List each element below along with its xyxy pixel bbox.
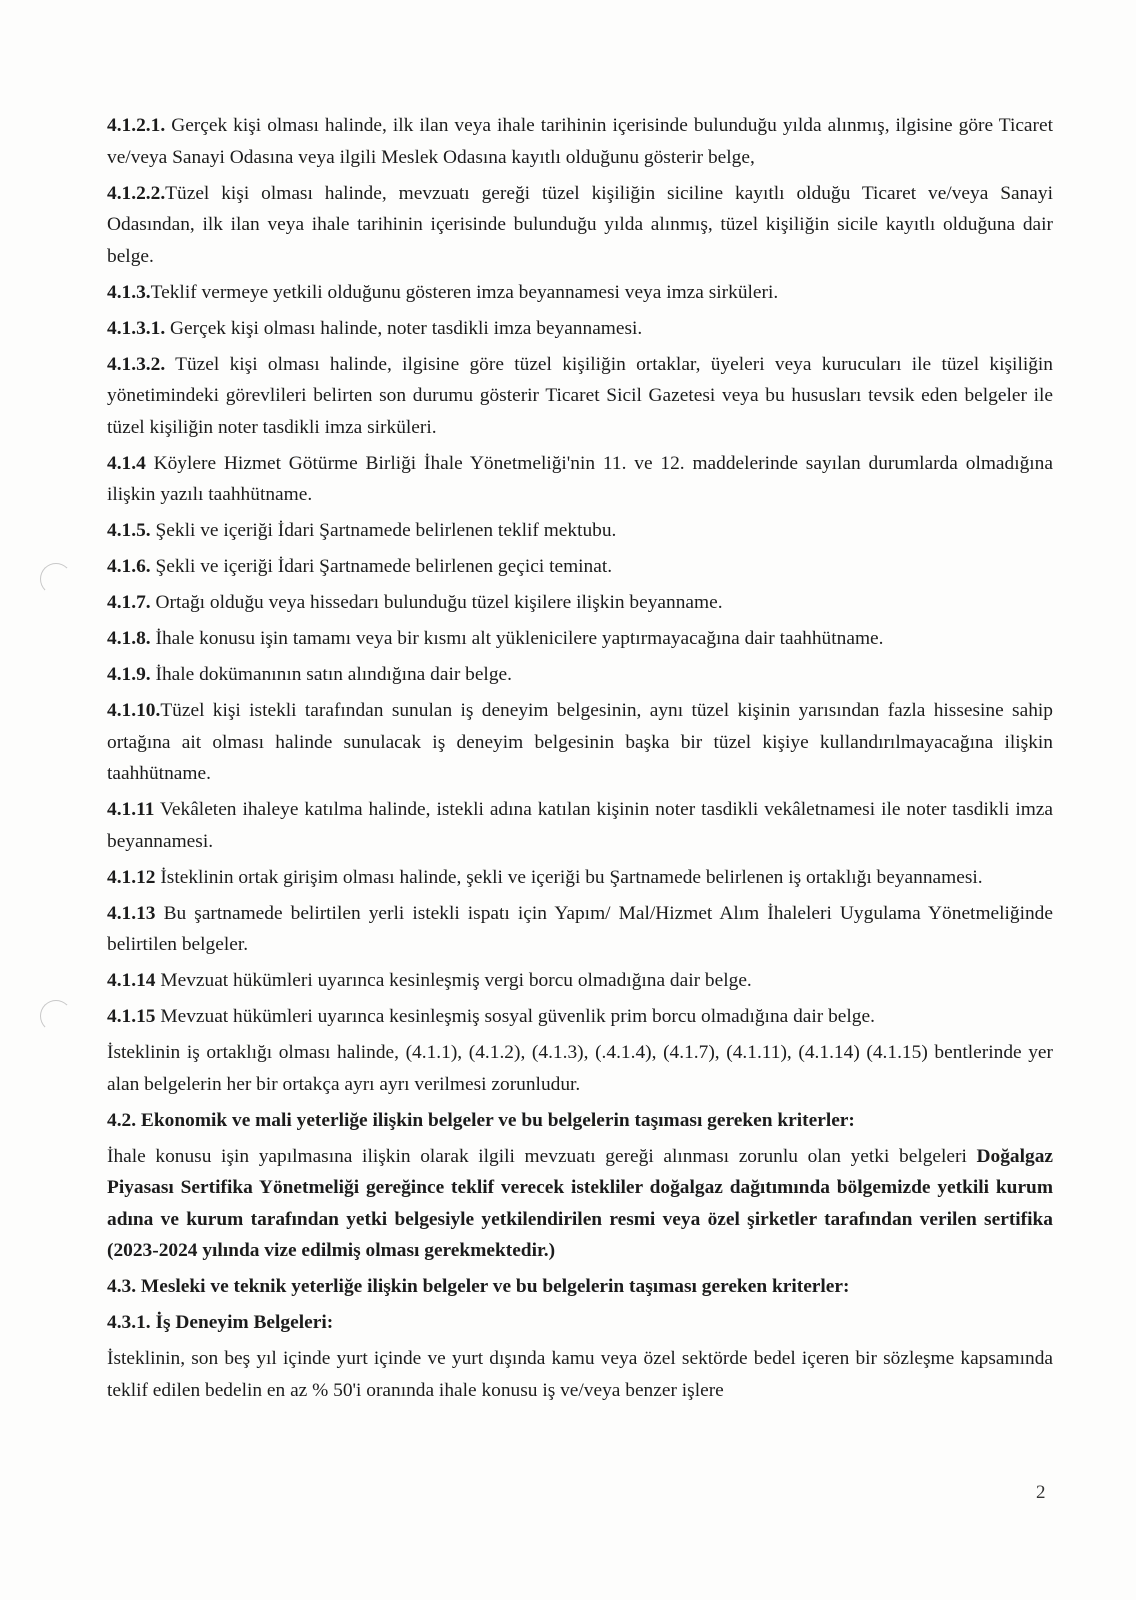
paragraph-4-1-15: 4.1.15 Mevzuat hükümleri uyarınca kesinleşmiş sosyal güvenlik prim borcu olmadığına dair belge. — [107, 1006, 875, 1027]
paragraph-4-1-6: 4.1.6. Şekli ve içeriği İdari Şartnamede belirlenen geçici teminat. — [107, 556, 613, 577]
paragraph-4-1-9: 4.1.9. İhale dokümanının satın alındığına dair belge. — [107, 664, 512, 685]
paragraph-4-1-14: 4.1.14 Mevzuat hükümleri uyarınca kesinleşmiş vergi borcu olmadığına dair belge. — [107, 970, 752, 991]
paragraph-4-1-12: 4.1.12 İsteklinin ortak girişim olması halinde, şekli ve içeriği bu Şartnamede belirlenen iş ortaklığı beyannamesi. — [107, 866, 983, 888]
section-4-3-1-heading: 4.3.1. İş Deneyim Belgeleri: — [107, 1312, 334, 1333]
joint-venture-note: İsteklinin iş ortaklığı olması halinde, (4.1.1), (4.1.2), (4.1.3), (.4.1.4), (4.1.7), (4.1.11), (4.1.14) (4.1.15) bentlerinde yer alan belgelerin her bir ortakça ayrı ayrı verilmesi zorunludur. — [107, 1042, 1053, 1095]
section-4-2-body: İhale konusu işin yapılmasına ilişkin olarak ilgili mevzuatı gereği alınması zorunlu olan yetki belgeleri Doğalgaz Piyasası Sertifika Yönetmeliği gereğince teklif verecek istekliler doğalgaz dağıtımında bölgemizde yetkili kurum adına ve kurum tarafından yetki belgesiyle yetkilendirilen resmi veya özel şirketler tarafından verilen sertifika (2023-2024 yılında vize edilmiş olması gerekmektedir.) — [107, 1145, 1053, 1261]
paragraph-4-1-5: 4.1.5. Şekli ve içeriği İdari Şartnamede belirlenen teklif mektubu. — [107, 520, 617, 541]
punch-hole-mark-bottom — [40, 1000, 72, 1032]
paragraph-4-1-7: 4.1.7. Ortağı olduğu veya hissedarı bulunduğu tüzel kişilere ilişkin beyanname. — [107, 592, 723, 613]
paragraph-4-1-11: 4.1.11 Vekâleten ihaleye katılma halinde, istekli adına katılan kişinin noter tasdikli vekâletnamesi ile noter tasdikli imza beyannamesi. — [107, 799, 1054, 852]
paragraph-4-1-4: 4.1.4 Köylere Hizmet Götürme Birliği İhale Yönetmeliği'nin 11. ve 12. maddelerinde sayılan durumlarda olmadığına ilişkin yazılı taahhütname. — [107, 452, 1053, 505]
page-number: 2 — [1036, 1482, 1046, 1503]
paragraph-4-1-13: 4.1.13 Bu şartnamede belirtilen yerli istekli ispatı için Yapım/ Mal/Hizmet Alım İhaleleri Uygulama Yönetmeliğinde belirtilen belgeler. — [107, 902, 1053, 955]
paragraph-4-1-8: 4.1.8. İhale konusu işin tamamı veya bir kısmı alt yüklenicilere yaptırmayacağına dair taahhütname. — [107, 628, 884, 649]
paragraph-4-1-2-1: 4.1.2.1. Gerçek kişi olması halinde, ilk ilan veya ihale tarihinin içerisinde bulunduğu yılda alınmış, ilgisine göre Ticaret ve/veya Sanayi Odasına veya ilgili Meslek Odasına kayıtlı olduğunu gösterir belge, — [107, 115, 1053, 168]
paragraph-4-1-2-2: 4.1.2.2.Tüzel kişi olması halinde, mevzuatı gereği tüzel kişiliğin siciline kayıtlı olduğu Ticaret ve/veya Sanayi Odasından, ilk ilan veya ihale tarihinin içerisinde bulunduğu yılda alınmış, tüzel kişiliğin sicile kayıtlı olduğuna dair belge. — [107, 182, 1053, 267]
section-4-2-heading: 4.2. Ekonomik ve mali yeterliğe ilişkin belgeler ve bu belgelerin taşıması gereken kriterler: — [107, 1109, 855, 1131]
paragraph-4-1-10: 4.1.10.Tüzel kişi istekli tarafından sunulan iş deneyim belgesinin, aynı tüzel kişinin yarısından fazla hissesine sahip ortağına ait olması halinde sunulacak iş deneyim belgesinin başka bir tüzel kişiye kullandırılmayacağına ilişkin taahhütname. — [107, 700, 1053, 784]
paragraph-4-1-3-2: 4.1.3.2. Tüzel kişi olması halinde, ilgisine göre tüzel kişiliğin ortaklar, üyeleri veya kurucuları ile tüzel kişiliğin yönetimindeki görevlileri belirten son durumu gösterir Ticaret Sicil Gazetesi veya bu hususları tevsik eden belgeler ile tüzel kişiliğin noter tasdikli imza sirküleri. — [107, 353, 1053, 438]
section-4-3-heading: 4.3. Mesleki ve teknik yeterliğe ilişkin belgeler ve bu belgelerin taşıması gereken kriterler: — [107, 1276, 850, 1297]
section-4-3-1-body: İsteklinin, son beş yıl içinde yurt içinde ve yurt dışında kamu veya özel sektörde bedel içeren bir sözleşme kapsamında teklif edilen bedelin en az % 50'i oranında ihale konusu iş ve/veya benzer işlere — [107, 1348, 1053, 1401]
paragraph-4-1-3: 4.1.3.Teklif vermeye yetkili olduğunu gösteren imza beyannamesi veya imza sirküleri. — [107, 281, 779, 303]
punch-hole-mark-top — [40, 563, 72, 595]
document-body — [107, 110, 1053, 1411]
paragraph-4-1-3-1: 4.1.3.1. Gerçek kişi olması halinde, noter tasdikli imza beyannamesi. — [107, 317, 643, 339]
